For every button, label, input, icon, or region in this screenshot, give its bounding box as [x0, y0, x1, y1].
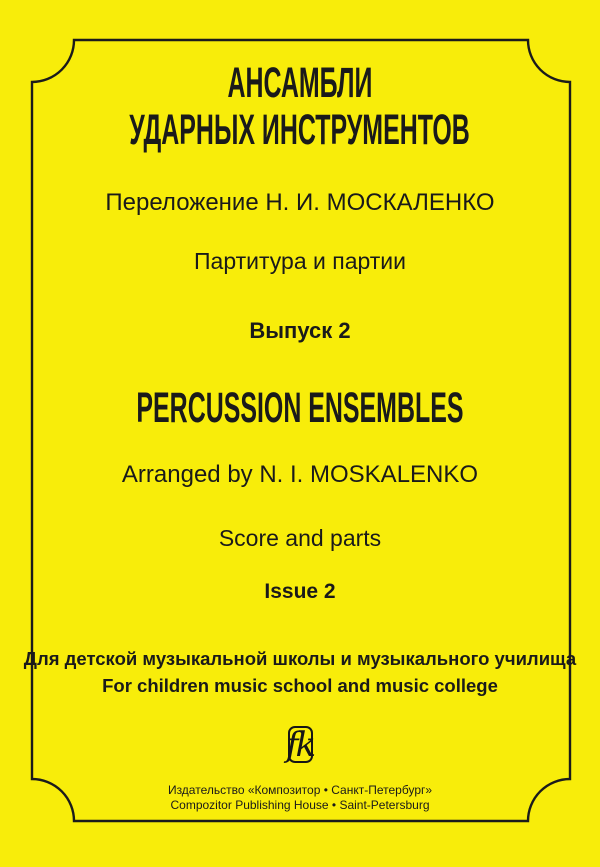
- title-ru-line2-text: УДАРНЫХ ИНСТРУМЕНТОВ: [129, 106, 471, 154]
- publisher-logo-monogram-icon: fk: [285, 724, 314, 765]
- audience-ru: Для детской музыкальной школы и музыкального училища: [23, 648, 577, 669]
- score-and-parts-en: Score and parts: [218, 525, 382, 551]
- score-and-parts-ru: Партитура и партии: [194, 248, 406, 274]
- issue-number-en: Issue 2: [264, 580, 336, 603]
- audience-en: For children music school and music college: [102, 675, 498, 696]
- title-ru-line1: [0, 59, 600, 107]
- arranger-ru: Переложение Н. И. МОСКАЛЕНКО: [105, 189, 495, 216]
- publisher-logo-inner: [285, 724, 314, 765]
- publisher-logo: [0, 726, 600, 776]
- title-en-text: PERCUSSION ENSEMBLES: [136, 384, 464, 432]
- publisher-name-en: Compozitor Publishing House • Saint-Petersburg: [170, 798, 430, 812]
- title-ru-line2: [0, 106, 600, 154]
- issue-number-ru: Выпуск 2: [249, 318, 351, 343]
- title-en: [0, 384, 600, 432]
- title-ru-line1-text: АНСАМБЛИ: [227, 59, 373, 107]
- publisher-name-ru: Издательство «Композитор • Санкт-Петербург»: [167, 783, 433, 797]
- arranger-en: Arranged by N. I. MOSKALENKO: [121, 461, 479, 488]
